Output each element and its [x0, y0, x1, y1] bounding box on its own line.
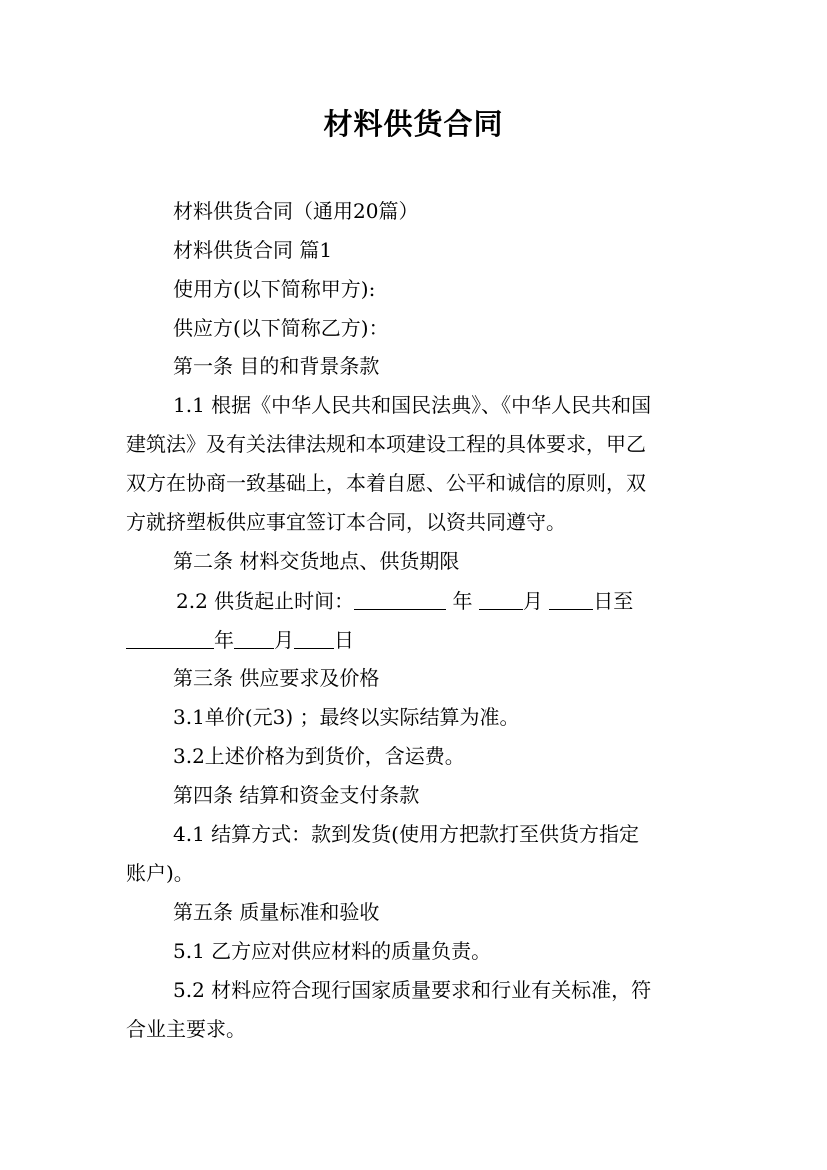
article-1-heading: 第一条 目的和背景条款	[173, 354, 380, 378]
year-label: 年	[452, 589, 473, 613]
clause-5-2-line2: 合业主要求。	[126, 1017, 246, 1041]
blank-start-month	[479, 589, 523, 610]
article-5-heading: 第五条 质量标准和验收	[173, 900, 380, 924]
clause-3-1: 3.1单价(元3) ；最终以实际结算为准。	[173, 705, 520, 729]
clause-1-1-line4: 方就挤塑板供应事宜签订本合同，以资共同遵守。	[126, 510, 566, 534]
article-2-heading: 第二条 材料交货地点、供货期限	[173, 549, 460, 573]
end-month-label: 月	[274, 628, 294, 652]
article-3-heading: 第三条 供应要求及价格	[173, 666, 380, 690]
blank-start-year	[354, 589, 446, 610]
clause-2-2-line1	[176, 587, 633, 615]
clause-4-1-line2: 账户)。	[126, 861, 194, 885]
document-title: 材料供货合同	[323, 107, 504, 141]
clause-1-1-line3: 双方在协商一致基础上，本着自愿、公平和诚信的原则，双	[126, 471, 646, 495]
clause-5-1: 5.1 乙方应对供应材料的质量负责。	[173, 939, 492, 963]
end-day-label: 日	[334, 628, 354, 652]
doc-subtitle: 材料供货合同（通用20篇）	[173, 199, 419, 223]
blank-end-year	[126, 628, 214, 649]
clause-2-2-label: 2.2 供货起止时间：	[176, 589, 355, 613]
clause-5-2-line1: 5.2 材料应符合现行国家质量要求和行业有关标准，符	[173, 978, 652, 1002]
blank-start-day	[549, 589, 593, 610]
blank-end-month	[234, 628, 274, 649]
party-b-line: 供应方(以下简称乙方)：	[173, 316, 389, 340]
month-label: 月	[522, 589, 543, 613]
clause-2-2-line2	[126, 626, 354, 654]
blank-end-day	[294, 628, 334, 649]
clause-3-2: 3.2上述价格为到货价，含运费。	[173, 744, 465, 768]
clause-1-1-line2: 建筑法》及有关法律法规和本项建设工程的具体要求，甲乙	[126, 432, 646, 456]
day-to-label: 日至	[593, 589, 634, 613]
party-a-line: 使用方(以下简称甲方):	[173, 277, 376, 301]
clause-1-1-line1: 1.1 根据《中华人民共和国民法典》、《中华人民共和国	[173, 393, 652, 417]
clause-4-1-line1: 4.1 结算方式：款到发货(使用方把款打至供货方指定	[173, 822, 639, 846]
article-4-heading: 第四条 结算和资金支付条款	[173, 783, 420, 807]
end-year-label: 年	[214, 628, 234, 652]
doc-heading-part1: 材料供货合同 篇1	[173, 238, 333, 262]
